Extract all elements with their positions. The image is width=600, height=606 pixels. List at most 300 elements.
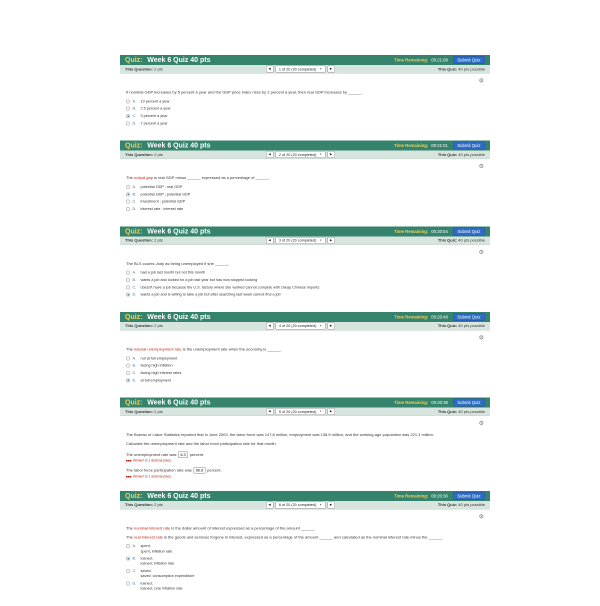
next-question-button[interactable]: ▶ (327, 66, 335, 73)
this-quiz-points (438, 67, 485, 72)
option-text (141, 199, 186, 204)
option-text (141, 121, 168, 126)
question-options-row (120, 416, 490, 429)
radio-button[interactable] (126, 200, 130, 204)
question-select-dropdown[interactable] (275, 66, 325, 73)
quiz-title-group (125, 312, 211, 321)
radio-button[interactable] (126, 371, 130, 375)
question-navigation (266, 408, 335, 415)
option-text (141, 292, 281, 297)
answer-option[interactable] (126, 568, 484, 578)
radio-button[interactable] (126, 185, 130, 189)
question-text (126, 347, 484, 352)
question-text (126, 261, 484, 266)
answer-option[interactable] (126, 378, 484, 383)
question-select-dropdown[interactable] (275, 322, 325, 329)
option-text (141, 363, 173, 368)
radio-button[interactable] (126, 278, 130, 282)
option-text-line: spent; (140, 543, 151, 549)
radio-button[interactable] (126, 121, 130, 125)
submit-quiz-button[interactable]: Submit Quiz (453, 399, 485, 407)
option-text (141, 356, 178, 361)
option-text-line: wants a job and looked for a job last year but has now stopped looking (140, 277, 258, 283)
question-navigation (266, 66, 335, 73)
settings-gear-icon[interactable]: ⚙ (478, 333, 484, 341)
chevron-down-icon: ▼ (319, 238, 322, 242)
quiz-title-group (125, 56, 211, 65)
question-options-row (120, 330, 490, 343)
radio-button[interactable] (126, 544, 130, 548)
quiz-panel (120, 55, 490, 134)
this-question-label: This Question: (125, 152, 153, 157)
note-arrows-icon: ▶▶▶ (126, 459, 132, 463)
option-text-line: wants a job and is willing to take a job but after searching last week cannot find a job (140, 292, 281, 297)
answer-option[interactable] (126, 544, 484, 554)
question-text-segment: is the goods and services forgone in interest, expressed as a percentage of the amount ______ and calculated as the nominal interest rate minus the ______. (162, 534, 444, 540)
quiz-title-prefix: Quiz: (125, 312, 143, 321)
question-text (126, 441, 484, 446)
next-question-button[interactable]: ▶ (327, 237, 335, 244)
option-text-line: potential GDP ; potential GDP (140, 191, 191, 197)
quiz-title-group (125, 141, 211, 150)
option-letter: A. (132, 543, 137, 549)
this-quiz-label: This Quiz: (437, 409, 458, 414)
note-text: Answer to 1 decimal place. (133, 474, 172, 479)
time-remaining-label: Time Remaining: (394, 228, 429, 234)
question-select-dropdown[interactable] (275, 501, 325, 508)
option-letter: D. (132, 120, 137, 126)
question-text-segment: The (126, 346, 135, 352)
this-question-value: 2 pts (154, 502, 163, 508)
option-letter: C. (132, 284, 137, 290)
fill-in-answer-block (126, 467, 484, 478)
radio-button-selected[interactable] (126, 114, 130, 118)
time-remaining-label: Time Remaining: (394, 314, 429, 320)
radio-button[interactable] (126, 271, 130, 275)
question-select-value: 2 of 20 (20 completed) (278, 152, 317, 157)
time-remaining-label: Time Remaining: (394, 400, 429, 406)
this-question-points (125, 324, 163, 329)
next-question-button[interactable]: ▶ (327, 408, 335, 415)
prev-question-button[interactable]: ◀ (266, 322, 274, 329)
question-select-dropdown[interactable] (275, 408, 325, 415)
question-select-value: 6 of 20 (20 completed) (278, 502, 317, 508)
quiz-title-prefix: Quiz: (125, 55, 143, 64)
option-text (141, 556, 175, 566)
question-options-row (120, 245, 490, 258)
option-text-line: 7 percent a year (140, 120, 168, 126)
question-text (126, 433, 484, 438)
this-quiz-value: 40 pts possible (458, 323, 485, 329)
answer-suffix-text: percent. (189, 452, 205, 457)
option-letter: B. (132, 191, 137, 197)
answer-prefix-text: The unemployment rate was (126, 452, 177, 457)
question-text (126, 526, 484, 531)
option-letter: D. (132, 377, 137, 383)
option-letter: D. (132, 206, 137, 211)
glossary-term-link[interactable]: real interest rate (134, 534, 163, 540)
this-question-points (125, 152, 163, 157)
this-question-label: This Question: (125, 502, 153, 508)
answer-option[interactable] (126, 292, 484, 297)
question-content (120, 86, 490, 134)
answer-options (126, 185, 484, 212)
this-question-value: 2 pts (154, 66, 163, 72)
option-text-line: loaned; (140, 556, 153, 561)
chevron-down-icon: ▼ (319, 410, 322, 414)
this-question-points (125, 409, 163, 414)
fill-in-answer-row (126, 467, 484, 474)
question-toolbar (120, 322, 490, 331)
question-text (126, 535, 484, 540)
radio-button[interactable] (126, 569, 130, 573)
chevron-down-icon: ▼ (319, 153, 322, 157)
option-text-line: saved; consumption expenditure (140, 573, 195, 578)
time-remaining-label: Time Remaining: (394, 143, 429, 149)
quiz-panel (120, 226, 490, 305)
option-text-line: loaned; inflation rate (140, 561, 175, 566)
quiz-title: Week 6 Quiz 40 pts (147, 55, 211, 64)
question-toolbar (120, 151, 490, 160)
option-text-line: not at full employment (140, 355, 178, 361)
this-question-value: 2 pts (154, 152, 163, 157)
option-text-line: loaned; (140, 580, 153, 586)
option-text (141, 285, 320, 290)
quiz-header-actions (394, 492, 485, 500)
this-quiz-label: This Quiz: (437, 66, 458, 72)
question-text-segment: The BLS counts Jody as being unemployed if she ______. (126, 261, 230, 266)
option-text-line: potential GDP ; real GDP (140, 184, 183, 190)
option-letter: C. (132, 199, 137, 204)
answer-option[interactable] (126, 356, 484, 361)
option-letter: D. (132, 292, 137, 297)
option-text-line: 10 percent a year (140, 98, 170, 104)
question-text-segment: The (126, 175, 135, 181)
answer-options (126, 270, 484, 297)
quiz-screenshot-stack (120, 55, 490, 606)
question-options-row (120, 509, 490, 522)
glossary-term-link[interactable]: natural unemployment rate (134, 346, 182, 352)
question-text-segment: If nominal GDP increases by 5 percent a year and the GDP price index rises by 2 percent a year, then real GDP increases by ______. (126, 90, 363, 95)
quiz-header-actions (394, 56, 485, 64)
submit-quiz-button[interactable]: Submit Quiz (453, 56, 485, 64)
question-text-segment: The Bureau of Labor Statistics reported that in June 2003, the labor force was 147.8 million, employment was 138.5 million, and the working-age population was 221.3 million. (126, 432, 434, 438)
option-text (141, 114, 168, 119)
option-letter: C. (132, 370, 137, 375)
radio-button-selected[interactable] (126, 557, 130, 561)
question-content (120, 522, 490, 599)
answer-input[interactable]: 66.8 (193, 467, 205, 474)
answer-option[interactable] (126, 199, 484, 204)
chevron-down-icon: ▼ (319, 324, 322, 328)
answer-format-note (126, 475, 484, 479)
option-text (141, 278, 258, 283)
quiz-panel (120, 141, 490, 220)
answer-option[interactable] (126, 270, 484, 275)
quiz-title: Week 6 Quiz 40 pts (147, 312, 211, 321)
quiz-header-actions (394, 399, 485, 407)
quiz-header-bar (120, 55, 490, 65)
answer-option[interactable] (126, 185, 484, 190)
answer-input[interactable]: 6.3 (178, 451, 188, 458)
answer-prefix-text: The labor force participation rate was (126, 468, 192, 473)
this-quiz-points (438, 503, 485, 508)
next-question-button[interactable]: ▶ (327, 322, 335, 329)
this-question-label: This Question: (125, 323, 153, 329)
question-toolbar (120, 236, 490, 245)
option-text-line: facing high interest rates (140, 370, 182, 375)
prev-question-button[interactable]: ◀ (266, 408, 274, 415)
this-question-value: 2 pts (154, 323, 163, 329)
this-question-label: This Question: (125, 409, 153, 414)
option-letter: B. (132, 277, 137, 283)
option-text (141, 185, 183, 190)
glossary-term-link[interactable]: output gap (134, 175, 153, 181)
quiz-header-bar (120, 226, 490, 236)
option-letter: B. (132, 556, 137, 561)
quiz-panel (120, 491, 490, 599)
question-content (120, 172, 490, 220)
submit-quiz-button[interactable]: Submit Quiz (453, 492, 485, 500)
radio-button[interactable] (126, 356, 130, 360)
submit-quiz-button[interactable]: Submit Quiz (453, 227, 485, 235)
option-letter: C. (132, 113, 137, 119)
quiz-title-prefix: Quiz: (125, 398, 143, 407)
option-text-line: 3 percent a year (140, 113, 168, 119)
question-toolbar (120, 501, 490, 510)
quiz-title-prefix: Quiz: (125, 226, 143, 235)
this-quiz-points (438, 238, 485, 243)
time-remaining-value: 00:20:54 (431, 228, 448, 234)
question-select-value: 5 of 20 (20 completed) (278, 409, 317, 414)
this-quiz-value: 40 pts possible (458, 238, 485, 243)
question-select-dropdown[interactable] (275, 151, 325, 158)
option-text (141, 581, 183, 591)
question-options-row (120, 74, 490, 87)
note-text: Answer to 1 decimal place. (133, 459, 172, 463)
prev-question-button[interactable]: ◀ (266, 66, 274, 73)
option-text (141, 270, 206, 275)
quiz-title-group (125, 398, 211, 407)
submit-quiz-button[interactable]: Submit Quiz (453, 313, 485, 321)
answer-option[interactable] (126, 99, 484, 104)
option-text-line: at full employment (140, 377, 171, 383)
quiz-title: Week 6 Quiz 40 pts (147, 398, 211, 407)
glossary-term-link[interactable]: nominal interest rate (134, 525, 171, 531)
time-remaining-value: 00:20:38 (431, 400, 448, 406)
answer-option[interactable] (126, 278, 484, 283)
answer-option[interactable] (126, 370, 484, 375)
question-content (120, 343, 490, 391)
option-letter: C. (132, 568, 137, 573)
time-remaining-value: 00:20:30 (431, 493, 448, 499)
settings-gear-icon[interactable]: ⚙ (478, 419, 484, 427)
question-text-segment: is the dollar amount of interest expressed as a percentage of the amount ______. (170, 525, 316, 531)
answer-options (126, 99, 484, 126)
question-text-segment: is the unemployment rate when the economy is ______. (181, 346, 282, 352)
next-question-button[interactable]: ▶ (327, 151, 335, 158)
question-text-segment: Calculate the unemployment rate and the labor force participation rate for that month. (126, 441, 277, 446)
quiz-title-prefix: Quiz: (125, 491, 143, 500)
option-letter: B. (132, 363, 137, 368)
option-text-line: had a job last month but not this month (140, 270, 206, 275)
quiz-header-actions (394, 313, 485, 321)
time-remaining-label: Time Remaining: (394, 493, 429, 499)
this-quiz-label: This Quiz: (437, 152, 458, 157)
quiz-title-group (125, 227, 211, 236)
question-navigation (266, 322, 335, 329)
quiz-title-prefix: Quiz: (125, 141, 143, 150)
answer-option[interactable] (126, 192, 484, 197)
time-remaining-value: 00:20:48 (431, 314, 448, 320)
answer-option[interactable] (126, 121, 484, 126)
this-question-points (125, 67, 163, 72)
question-select-dropdown[interactable] (275, 237, 325, 244)
question-text-segment: The (126, 525, 135, 531)
this-quiz-value: 40 pts possible (458, 66, 485, 72)
settings-gear-icon[interactable]: ⚙ (478, 162, 484, 170)
option-text (141, 106, 171, 111)
option-text-line: facing high inflation (140, 363, 173, 368)
answer-suffix-text: percent. (207, 468, 222, 473)
question-navigation (266, 237, 335, 244)
this-question-points (125, 238, 163, 243)
settings-gear-icon[interactable]: ⚙ (478, 248, 484, 256)
option-text-line: 2.5 percent a year (140, 106, 171, 111)
question-select-value: 3 of 20 (20 completed) (278, 238, 317, 243)
settings-gear-icon[interactable]: ⚙ (478, 512, 484, 520)
option-text-line: interest rate ; interest rate (140, 206, 184, 211)
fill-in-answer-block (126, 451, 484, 462)
option-letter: D. (132, 580, 137, 586)
time-remaining-label: Time Remaining: (394, 57, 429, 63)
quiz-title: Week 6 Quiz 40 pts (147, 226, 211, 235)
this-quiz-points (438, 152, 485, 157)
this-quiz-label: This Quiz: (437, 238, 458, 243)
fill-in-answer-row (126, 451, 484, 458)
question-toolbar (120, 65, 490, 74)
this-quiz-value: 40 pts possible (458, 152, 485, 157)
option-text (141, 544, 173, 554)
option-text (141, 378, 171, 383)
this-quiz-points (438, 409, 485, 414)
prev-question-button[interactable]: ◀ (266, 237, 274, 244)
chevron-down-icon: ▼ (319, 67, 322, 71)
answer-options (126, 356, 484, 383)
radio-button[interactable] (126, 364, 130, 368)
question-toolbar (120, 408, 490, 417)
question-options-row (120, 159, 490, 172)
question-select-value: 4 of 20 (20 completed) (278, 323, 317, 329)
option-text (141, 568, 195, 578)
answer-options (126, 544, 484, 591)
radio-button-selected[interactable] (126, 293, 130, 297)
option-text (141, 192, 191, 197)
this-question-label: This Question: (125, 238, 153, 243)
this-quiz-label: This Quiz: (437, 502, 458, 508)
quiz-title-group (125, 491, 211, 500)
answer-format-note (126, 459, 484, 463)
radio-button[interactable] (126, 207, 130, 211)
question-content (120, 429, 490, 485)
answer-option[interactable] (126, 581, 484, 591)
quiz-panel (120, 312, 490, 391)
option-text (141, 99, 170, 104)
answer-option[interactable] (126, 106, 484, 111)
note-arrows-icon: ▶▶▶ (126, 475, 132, 479)
question-navigation (266, 151, 335, 158)
this-quiz-label: This Quiz: (437, 323, 458, 329)
option-letter: B. (132, 106, 137, 111)
this-quiz-points (438, 324, 485, 329)
option-text-line: saved; (140, 568, 152, 573)
quiz-title: Week 6 Quiz 40 pts (147, 141, 211, 150)
option-letter: A. (132, 355, 137, 361)
option-text-line: loaned; core inflation rate (140, 585, 183, 591)
question-text (126, 90, 484, 95)
settings-gear-icon[interactable]: ⚙ (478, 77, 484, 84)
option-text (141, 206, 184, 211)
prev-question-button[interactable]: ◀ (266, 501, 274, 508)
quiz-title: Week 6 Quiz 40 pts (147, 491, 211, 500)
radio-button-selected[interactable] (126, 378, 130, 382)
quiz-header-bar (120, 141, 490, 151)
next-question-button[interactable]: ▶ (327, 501, 335, 508)
question-content (120, 257, 490, 305)
quiz-panel (120, 398, 490, 485)
radio-button[interactable] (126, 107, 130, 111)
this-quiz-value: 40 pts possible (458, 409, 485, 414)
question-select-value: 1 of 20 (20 completed) (278, 66, 317, 72)
option-text-line: spent; inflation rate (140, 548, 173, 554)
time-remaining-value: 00:21:09 (431, 57, 448, 63)
answer-option[interactable] (126, 206, 484, 211)
question-text-segment: is real GDP minus ______ expressed as a percentage of ______. (152, 175, 271, 181)
option-text-line: doesn't have a job because the U.S. factory where she worked cannot compete with cheap Chinese imports (140, 284, 320, 290)
answer-option[interactable] (126, 114, 484, 119)
time-remaining-value: 00:21:01 (431, 143, 448, 149)
this-question-label: This Question: (125, 66, 153, 72)
question-text (126, 176, 484, 181)
radio-button[interactable] (126, 99, 130, 103)
question-navigation (266, 501, 335, 508)
option-letter: A. (132, 184, 137, 190)
option-letter: A. (132, 270, 137, 275)
answer-option[interactable] (126, 285, 484, 290)
prev-question-button[interactable]: ◀ (266, 151, 274, 158)
radio-button[interactable] (126, 581, 130, 585)
this-question-value: 2 pts (154, 409, 163, 414)
quiz-header-actions (394, 227, 485, 235)
this-question-points (125, 503, 163, 508)
question-text-segment: The (126, 534, 135, 540)
quiz-header-bar (120, 491, 490, 501)
this-quiz-value: 40 pts possible (458, 502, 485, 508)
option-text (141, 370, 182, 375)
quiz-header-bar (120, 398, 490, 408)
answer-option[interactable] (126, 363, 484, 368)
radio-button-selected[interactable] (126, 192, 130, 196)
quiz-header-actions (394, 142, 485, 150)
option-letter: A. (132, 98, 137, 104)
answer-option[interactable] (126, 556, 484, 566)
chevron-down-icon: ▼ (319, 503, 322, 507)
radio-button[interactable] (126, 285, 130, 289)
quiz-header-bar (120, 312, 490, 322)
this-question-value: 2 pts (154, 238, 163, 243)
option-text-line: investment ; potential GDP (140, 199, 186, 204)
submit-quiz-button[interactable]: Submit Quiz (453, 142, 485, 150)
